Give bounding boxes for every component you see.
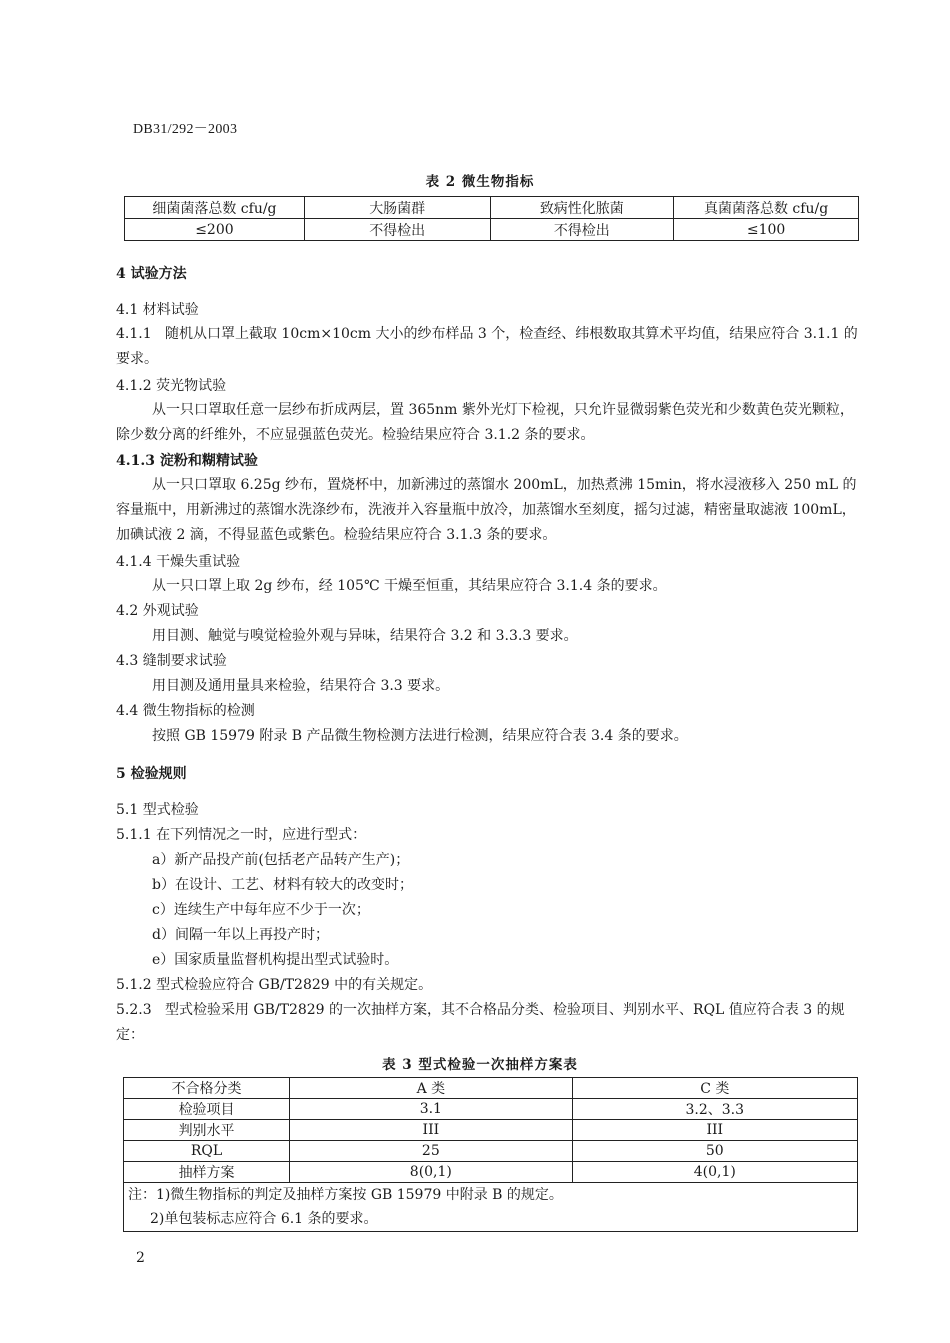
table3-cell: III: [572, 1120, 857, 1141]
section4-2-heading: 4.2 外观试验: [116, 603, 199, 619]
table2-value-row: [125, 219, 859, 241]
table3-cell: 检验项目: [124, 1099, 290, 1120]
table2: [124, 196, 859, 241]
table2-value-cell: ≤200: [125, 219, 305, 241]
section5-1-2: 5.1.2 型式检验应符合 GB/T2829 中的有关规定。: [116, 977, 433, 993]
table3-cell: 8(0,1): [290, 1162, 572, 1183]
section4-3-heading: 4.3 缝制要求试验: [116, 653, 227, 669]
section4-1-2-text: 从一只口罩取任意一层纱布折成两层，置 365nm 紫外光灯下检视，只允许显微弱紫色荧光和少数黄色荧光颗粒，除少数分离的纤维外，不应显强蓝色荧光。检验结果应符合 3.1.2 条的要求。: [116, 402, 854, 443]
section4-title: 4 试验方法: [116, 266, 187, 282]
table3-note-1: 注：1)微生物指标的判定及抽样方案按 GB 15979 中附录 B 的规定。: [128, 1187, 563, 1203]
table2-header-cell: 致病性化脓菌: [490, 197, 674, 219]
table3-cell: 4(0,1): [572, 1162, 857, 1183]
table3-notes-cell: [124, 1183, 858, 1232]
table3-cell: 50: [572, 1141, 857, 1162]
table-row: [124, 1099, 858, 1120]
section4-1-3-text: 从一只口罩取 6.25g 纱布，置烧杯中，加新沸过的蒸馏水 200mL，加热煮沸 15min，将水浸液移入 250 mL 的容量瓶中，用新沸过的蒸馏水洗涤纱布，洗液并入容量瓶中放冷，加蒸馏水至刻度，摇匀过滤，精密量取滤液 100mL，加碘试液 2 滴，不得显蓝色或紫色。检验结果应符合 3.1.3 条的要求。: [116, 477, 857, 543]
section4-2-text: 用目测、触觉与嗅觉检验外观与异味，结果符合 3.2 和 3.3.3 要求。: [152, 628, 578, 644]
table3-cell: A 类: [290, 1078, 572, 1099]
table2-caption: 表 2 微生物指标: [425, 174, 535, 190]
section4-1-3-heading: 4.1.3 淀粉和糊精试验: [116, 453, 258, 469]
list-item: e）国家质量监督机构提出型式试验时。: [152, 952, 399, 968]
table2-header-cell: 真菌菌落总数 cfu/g: [674, 197, 859, 219]
table-row: [124, 1120, 858, 1141]
section5-1-1-heading: 5.1.1 在下列情况之一时，应进行型式：: [116, 827, 367, 843]
table-row: [124, 1141, 858, 1162]
section5-2-3: [116, 998, 864, 1048]
section5-2-3-text: 型式检验采用 GB/T2829 的一次抽样方案，其不合格品分类、检验项目、判别水平、RQL 值应符合表 3 的规定：: [116, 1002, 845, 1043]
table3-cell: 3.2、3.3: [572, 1099, 857, 1120]
table-row: [124, 1162, 858, 1183]
section5-2-3-number: 5.2.3: [116, 1002, 152, 1018]
table3-cell: 3.1: [290, 1099, 572, 1120]
section5-1-heading: 5.1 型式检验: [116, 802, 199, 818]
table2-value-cell: ≤100: [674, 219, 859, 241]
list-item: b）在设计、工艺、材料有较大的改变时；: [152, 877, 413, 893]
table2-value-cell: 不得检出: [304, 219, 490, 241]
section4-3-text: 用目测及通用量具来检验，结果符合 3.3 要求。: [152, 678, 450, 694]
table3-cell: 抽样方案: [124, 1162, 290, 1183]
table3-cell: 不合格分类: [124, 1078, 290, 1099]
table3: [123, 1077, 858, 1232]
table3-note-2: 2)单包装标志应符合 6.1 条的要求。: [150, 1211, 378, 1227]
section4-4-heading: 4.4 微生物指标的检测: [116, 703, 255, 719]
table3-notes-row: [124, 1183, 858, 1232]
table2-header-cell: 细菌菌落总数 cfu/g: [125, 197, 305, 219]
table3-cell: RQL: [124, 1141, 290, 1162]
table-row: [124, 1078, 858, 1099]
table2-value-cell: 不得检出: [490, 219, 674, 241]
document-code: DB31/292－2003: [133, 122, 238, 137]
section4-1-2-heading: 4.1.2 荧光物试验: [116, 378, 227, 394]
table3-cell: C 类: [572, 1078, 857, 1099]
section4-1-4-text: 从一只口罩上取 2g 纱布，经 105℃ 干燥至恒重，其结果应符合 3.1.4 条的要求。: [152, 578, 667, 594]
section5-title: 5 检验规则: [116, 766, 187, 782]
page-number: 2: [136, 1250, 145, 1266]
section4-1-1-number: 4.1.1: [116, 326, 152, 342]
section4-1-1: [116, 322, 864, 372]
table3-caption: 表 3 型式检验一次抽样方案表: [382, 1057, 578, 1073]
table3-cell: 判别水平: [124, 1120, 290, 1141]
table3-cell: III: [290, 1120, 572, 1141]
section4-1-4-heading: 4.1.4 干燥失重试验: [116, 554, 241, 570]
section4-4-text: 按照 GB 15979 附录 B 产品微生物检测方法进行检测，结果应符合表 3.4 条的要求。: [152, 728, 688, 744]
section4-1-1-text: 随机从口罩上截取 10cm×10cm 大小的纱布样品 3 个，检查经、纬根数取其算术平均值，结果应符合 3.1.1 的要求。: [116, 326, 858, 367]
table2-header-row: [125, 197, 859, 219]
list-item: c）连续生产中每年应不少于一次；: [152, 902, 370, 918]
list-item: a）新产品投产前(包括老产品转产生产)；: [152, 852, 410, 868]
table2-header-cell: 大肠菌群: [304, 197, 490, 219]
list-item: d）间隔一年以上再投产时；: [152, 927, 329, 943]
table3-cell: 25: [290, 1141, 572, 1162]
section4-1-heading: 4.1 材料试验: [116, 302, 199, 318]
